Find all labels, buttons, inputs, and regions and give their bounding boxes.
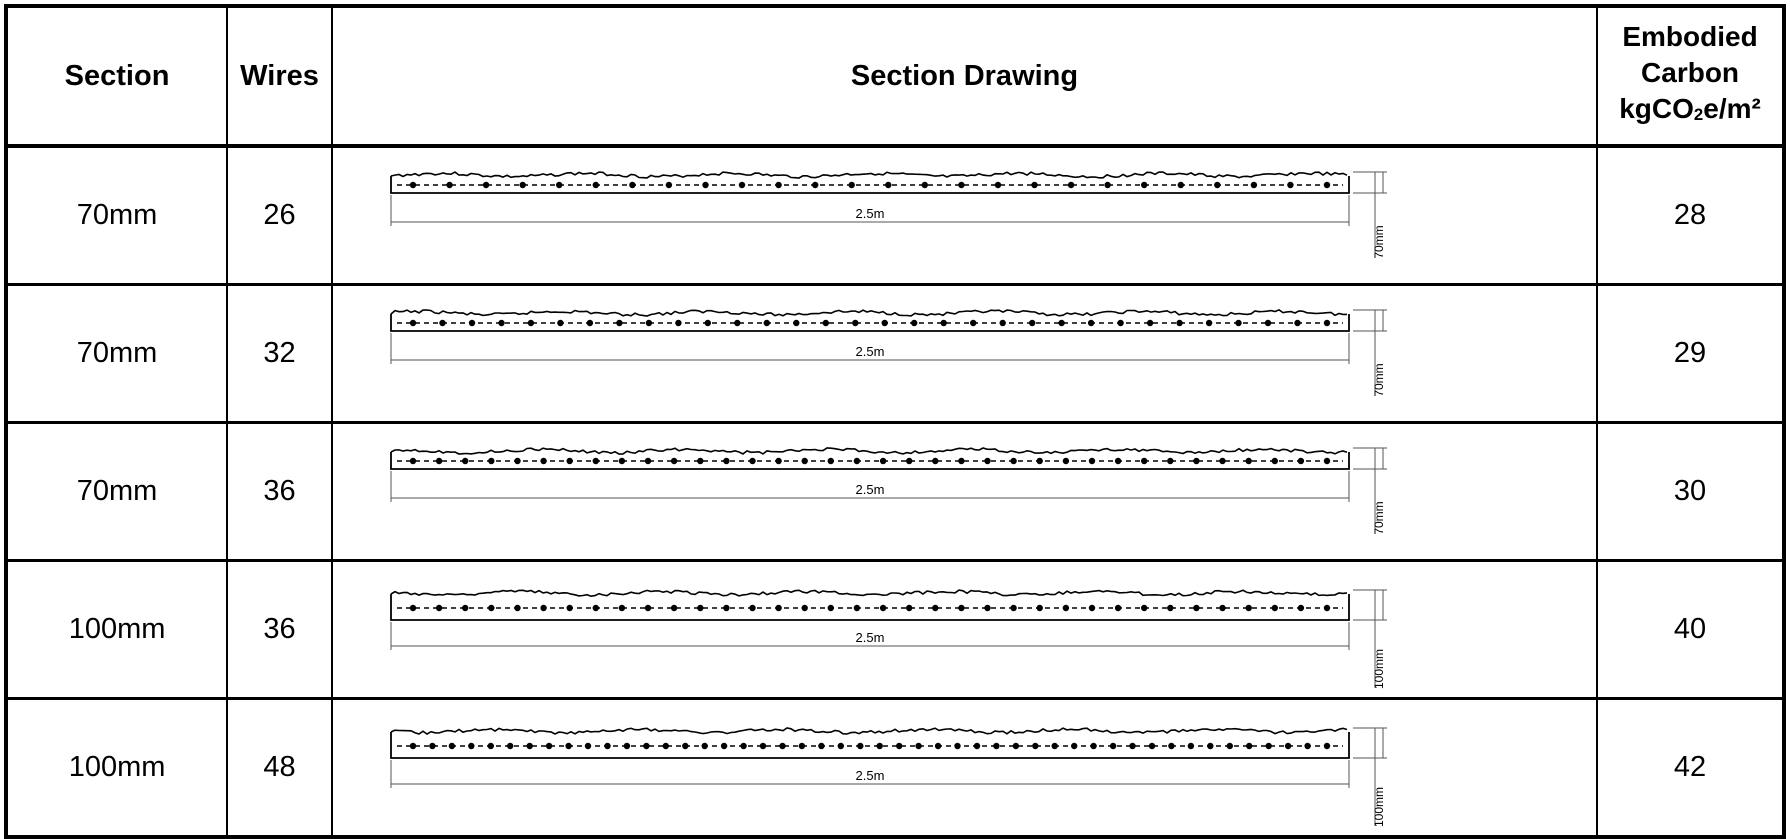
cell-embodied-carbon: 30: [1597, 423, 1784, 561]
wire-dot: [462, 604, 468, 610]
wire-dot: [1141, 457, 1147, 463]
wire-dot: [1010, 604, 1016, 610]
unit-sub: 2: [1693, 105, 1704, 124]
wire-dot: [734, 319, 740, 325]
wire-dot: [911, 319, 917, 325]
wire-dot: [697, 457, 703, 463]
wire-dot: [1298, 457, 1304, 463]
wire-dot: [721, 742, 727, 748]
wire-dot: [1115, 457, 1121, 463]
slab-outline: [391, 594, 1349, 620]
header-section-drawing: Section Drawing: [332, 6, 1597, 146]
wire-dot: [984, 604, 990, 610]
wire-dot: [880, 604, 886, 610]
depth-label: 70mm: [1371, 362, 1386, 397]
cell-wires: 32: [227, 285, 332, 423]
depth-label: 100mm: [1371, 648, 1386, 689]
wire-dot: [1272, 457, 1278, 463]
wire-dot: [1141, 604, 1147, 610]
wire-dot: [828, 457, 834, 463]
wire-dot: [624, 742, 630, 748]
header-row: [6, 6, 1784, 146]
header-wires: Wires: [227, 6, 332, 146]
wire-dot: [1272, 604, 1278, 610]
header-carbon-line1: Embodied: [1622, 21, 1758, 52]
table-row: [6, 146, 1784, 285]
wire-dot: [593, 604, 599, 610]
wire-dot: [940, 319, 946, 325]
wire-dot: [1207, 742, 1213, 748]
slab-top-surface: [391, 447, 1347, 453]
wire-dot: [671, 604, 677, 610]
slab-top-surface: [391, 172, 1347, 178]
wire-dot: [1051, 742, 1057, 748]
wire-dot: [629, 181, 635, 187]
wire-dot: [896, 742, 902, 748]
cell-embodied-carbon: 42: [1597, 699, 1784, 838]
wire-dot: [1036, 604, 1042, 610]
wire-dot: [775, 604, 781, 610]
wire-dot: [697, 604, 703, 610]
section-drawing: [333, 288, 1439, 420]
wire-dot: [643, 742, 649, 748]
wire-dot: [1304, 742, 1310, 748]
wire-dot: [993, 742, 999, 748]
wire-dot: [546, 742, 552, 748]
wire-dot: [1036, 457, 1042, 463]
wire-dot: [498, 319, 504, 325]
wire-dot: [566, 604, 572, 610]
wire-dot: [1245, 457, 1251, 463]
wire-dot: [854, 604, 860, 610]
wire-dot: [1235, 319, 1241, 325]
wire-dot: [1063, 604, 1069, 610]
wire-dot: [999, 319, 1005, 325]
wire-dot: [488, 604, 494, 610]
wire-dot: [823, 319, 829, 325]
wire-dot: [838, 742, 844, 748]
wire-dot: [705, 319, 711, 325]
wire-dot: [1013, 742, 1019, 748]
wire-dot: [593, 181, 599, 187]
wire-dot: [970, 319, 976, 325]
wire-dot: [922, 181, 928, 187]
wire-dot: [779, 742, 785, 748]
wire-dot: [410, 604, 416, 610]
wire-dot: [1294, 319, 1300, 325]
span-label: 2.5m: [855, 205, 885, 221]
wire-dot: [818, 742, 824, 748]
wire-dot: [526, 742, 532, 748]
wire-dot: [1219, 604, 1225, 610]
wire-dot: [488, 457, 494, 463]
wire-dot: [663, 742, 669, 748]
wire-dot: [1324, 742, 1330, 748]
span-label: 2.5m: [855, 343, 885, 359]
wire-dot: [1104, 181, 1110, 187]
wire-dot: [1219, 457, 1225, 463]
wire-dot: [1324, 181, 1330, 187]
wire-dot: [799, 742, 805, 748]
wire-dot: [468, 742, 474, 748]
cell-section-drawing: [332, 699, 1597, 838]
cell-section-drawing: [332, 285, 1597, 423]
wire-dot: [954, 742, 960, 748]
wire-dot: [462, 457, 468, 463]
wire-dot: [565, 742, 571, 748]
wire-dot: [1117, 319, 1123, 325]
wire-dot: [848, 181, 854, 187]
wire-dot: [739, 181, 745, 187]
wire-dot: [1298, 604, 1304, 610]
wire-dot: [775, 457, 781, 463]
wire-dot: [876, 742, 882, 748]
wire-dot: [701, 742, 707, 748]
wire-dot: [1287, 181, 1293, 187]
wire-dot: [857, 742, 863, 748]
wire-dot: [1324, 319, 1330, 325]
wire-dot: [958, 604, 964, 610]
wire-dot: [958, 181, 964, 187]
cell-embodied-carbon: 29: [1597, 285, 1784, 423]
wire-dot: [749, 604, 755, 610]
wire-dot: [760, 742, 766, 748]
wire-dot: [469, 319, 475, 325]
wire-dot: [1029, 319, 1035, 325]
wire-dot: [1193, 457, 1199, 463]
span-label: 2.5m: [855, 767, 885, 783]
wire-dot: [906, 457, 912, 463]
wire-dot: [1227, 742, 1233, 748]
cell-section-drawing: [332, 561, 1597, 699]
wire-dot: [528, 319, 534, 325]
wire-dot: [915, 742, 921, 748]
wire-dot: [828, 604, 834, 610]
wire-dot: [974, 742, 980, 748]
wire-dot: [1068, 181, 1074, 187]
wire-dot: [723, 457, 729, 463]
wire-dot: [519, 181, 525, 187]
wire-dot: [410, 742, 416, 748]
cell-wires: 26: [227, 146, 332, 285]
wire-dot: [1324, 457, 1330, 463]
span-label: 2.5m: [855, 481, 885, 497]
wire-dot: [881, 319, 887, 325]
slab-top-surface: [391, 590, 1347, 596]
wire-dot: [446, 181, 452, 187]
wire-dot: [764, 319, 770, 325]
wire-dot: [812, 181, 818, 187]
section-drawing: [333, 702, 1439, 834]
wire-dot: [1089, 604, 1095, 610]
unit-a: kgCO: [1619, 93, 1694, 124]
depth-label: 70mm: [1371, 224, 1386, 259]
section-drawing: [333, 564, 1439, 696]
embodied-carbon-table: [4, 4, 1786, 839]
wire-dot: [585, 742, 591, 748]
cell-embodied-carbon: 40: [1597, 561, 1784, 699]
span-label: 2.5m: [855, 629, 885, 645]
cell-section: 70mm: [6, 146, 227, 285]
wire-dot: [1071, 742, 1077, 748]
table-row: [6, 699, 1784, 838]
wire-dot: [880, 457, 886, 463]
slab-top-surface: [391, 728, 1347, 734]
wire-dot: [616, 319, 622, 325]
slab-outline: [391, 732, 1349, 758]
wire-dot: [885, 181, 891, 187]
wire-dot: [1285, 742, 1291, 748]
wire-dot: [604, 742, 610, 748]
wire-dot: [906, 604, 912, 610]
wire-dot: [514, 457, 520, 463]
table-row: [6, 285, 1784, 423]
wire-dot: [995, 181, 1001, 187]
wire-dot: [1214, 181, 1220, 187]
cell-embodied-carbon: 28: [1597, 146, 1784, 285]
wire-dot: [488, 742, 494, 748]
cell-wires: 48: [227, 699, 332, 838]
wire-dot: [1178, 181, 1184, 187]
wire-dot: [1265, 742, 1271, 748]
wire-dot: [801, 457, 807, 463]
wire-dot: [1324, 604, 1330, 610]
wire-dot: [439, 319, 445, 325]
wire-dot: [593, 457, 599, 463]
wire-dot: [1088, 319, 1094, 325]
wire-dot: [1206, 319, 1212, 325]
cell-wires: 36: [227, 423, 332, 561]
wire-dot: [749, 457, 755, 463]
wire-dot: [958, 457, 964, 463]
wire-dot: [854, 457, 860, 463]
section-drawing: [333, 150, 1439, 282]
wire-dot: [702, 181, 708, 187]
wire-dot: [429, 742, 435, 748]
cell-wires: 36: [227, 561, 332, 699]
wire-dot: [410, 181, 416, 187]
wire-dot: [436, 604, 442, 610]
cell-section: 100mm: [6, 699, 227, 838]
wire-dot: [556, 181, 562, 187]
wire-dot: [1058, 319, 1064, 325]
wire-dot: [682, 742, 688, 748]
wire-dot: [723, 604, 729, 610]
wire-dot: [984, 457, 990, 463]
cell-section-drawing: [332, 146, 1597, 285]
wire-dot: [775, 181, 781, 187]
wire-dot: [666, 181, 672, 187]
wire-dot: [932, 604, 938, 610]
wire-dot: [619, 604, 625, 610]
wire-dot: [1010, 457, 1016, 463]
table-row: [6, 561, 1784, 699]
wire-dot: [1090, 742, 1096, 748]
wire-dot: [1115, 604, 1121, 610]
cell-section: 70mm: [6, 285, 227, 423]
wire-dot: [619, 457, 625, 463]
wire-dot: [514, 604, 520, 610]
wire-dot: [852, 319, 858, 325]
wire-dot: [645, 604, 651, 610]
wire-dot: [1245, 604, 1251, 610]
wire-dot: [1063, 457, 1069, 463]
wire-dot: [540, 604, 546, 610]
wire-dot: [675, 319, 681, 325]
wire-dot: [646, 319, 652, 325]
table-row: [6, 423, 1784, 561]
wire-dot: [410, 457, 416, 463]
wire-dot: [483, 181, 489, 187]
depth-label: 100mm: [1371, 786, 1386, 827]
wire-dot: [557, 319, 563, 325]
wire-dot: [1149, 742, 1155, 748]
cell-section: 100mm: [6, 561, 227, 699]
wire-dot: [932, 457, 938, 463]
wire-dot: [1168, 742, 1174, 748]
wire-dot: [1129, 742, 1135, 748]
wire-dot: [793, 319, 799, 325]
header-embodied-carbon: [1597, 6, 1784, 146]
unit-b: e/m²: [1703, 93, 1761, 124]
wire-dot: [410, 319, 416, 325]
wire-dot: [1110, 742, 1116, 748]
wire-dot: [449, 742, 455, 748]
slab-top-surface: [391, 309, 1347, 315]
wire-dot: [1246, 742, 1252, 748]
section-drawing: [333, 426, 1439, 558]
wire-dot: [566, 457, 572, 463]
wire-dot: [1193, 604, 1199, 610]
wire-dot: [740, 742, 746, 748]
cell-section: 70mm: [6, 423, 227, 561]
wire-dot: [671, 457, 677, 463]
wire-dot: [507, 742, 513, 748]
wire-dot: [1031, 181, 1037, 187]
wire-dot: [935, 742, 941, 748]
header-carbon-unit: [1598, 91, 1782, 133]
header-carbon-line2: Carbon: [1641, 57, 1740, 88]
wire-dot: [1147, 319, 1153, 325]
wire-dot: [1089, 457, 1095, 463]
wire-dot: [645, 457, 651, 463]
depth-label: 70mm: [1371, 500, 1386, 535]
wire-dot: [1176, 319, 1182, 325]
wire-dot: [1251, 181, 1257, 187]
wire-dot: [1167, 604, 1173, 610]
wire-dot: [1141, 181, 1147, 187]
wire-dot: [1188, 742, 1194, 748]
cell-section-drawing: [332, 423, 1597, 561]
wire-dot: [1167, 457, 1173, 463]
wire-dot: [540, 457, 546, 463]
wire-dot: [587, 319, 593, 325]
wire-dot: [436, 457, 442, 463]
wire-dot: [1032, 742, 1038, 748]
wire-dot: [801, 604, 807, 610]
header-section: Section: [6, 6, 227, 146]
wire-dot: [1265, 319, 1271, 325]
